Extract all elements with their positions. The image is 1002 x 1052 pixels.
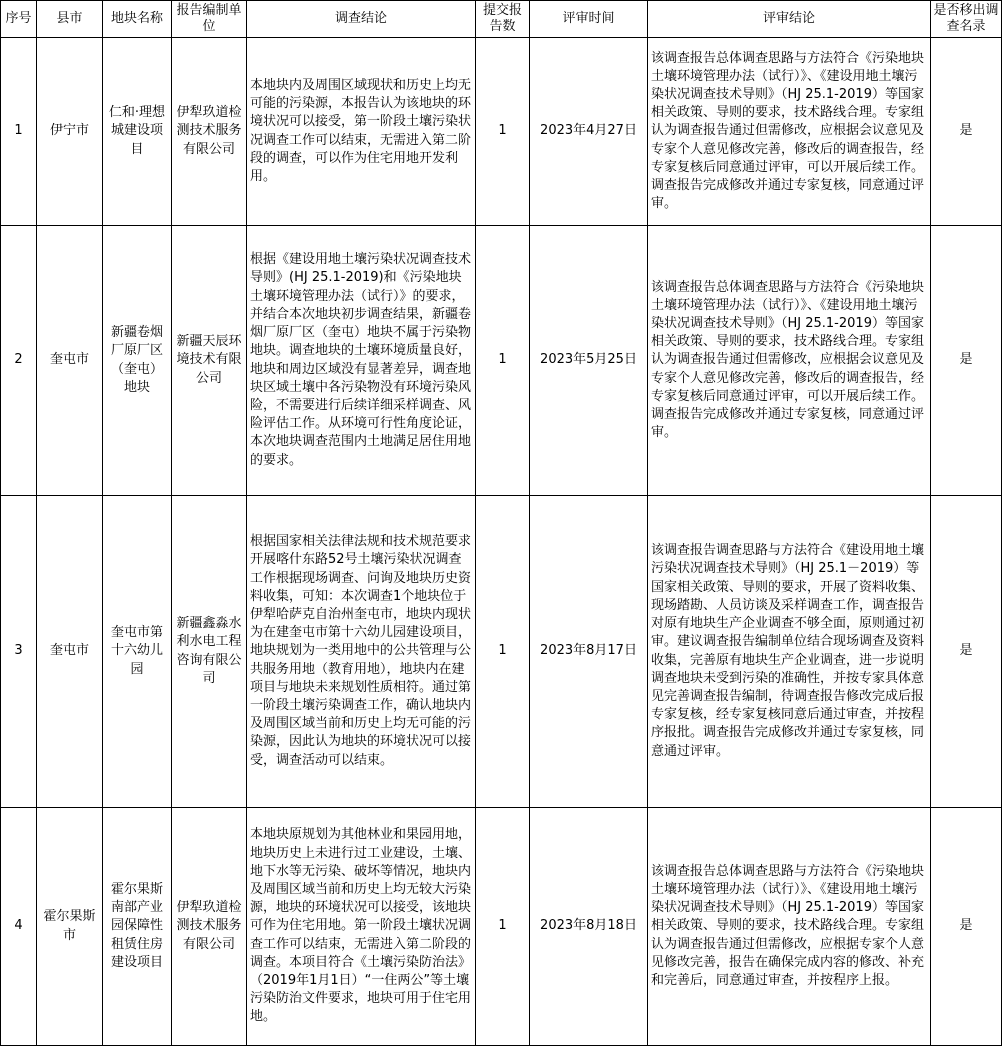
cell-conclusion: 根据《建设用地土壤污染状况调查技术导则》(HJ 25.1-2019)和《污染地块土壤环境管理办法（试行）》的要求，并结合本次地块初步调查结果，新疆卷烟厂原厂区（奎屯）地块不属于污染物地块。调查地块的土壤环境质量良好，地块和周边区域没有显著差异，调查地块区域土壤中各污染物没有环境污染风险，不需要进行后续详细采样调查、风险评估工作。从环境可行性角度论证，本次地块调查范围内土地满足居住用地的要求。 xyxy=(247,226,476,496)
cell-review-date: 2023年4月27日 xyxy=(530,38,648,226)
cell-review-date: 2023年8月18日 xyxy=(530,808,648,1046)
cell-seq: 4 xyxy=(1,808,37,1046)
cell-removed: 是 xyxy=(931,496,1002,808)
header-review-date: 评审时间 xyxy=(530,1,648,38)
cell-conclusion: 本地块内及周围区域现状和历史上均无可能的污染源，本报告认为该地块的环境状况可以接受，第一阶段土壤污染状况调查工作可以结束，无需进入第二阶段的调查，可以作为住宅用地开发利用。 xyxy=(247,38,476,226)
cell-plot-name: 奎屯市第十六幼儿园 xyxy=(103,496,172,808)
header-compiler: 报告编制单位 xyxy=(172,1,247,38)
cell-removed: 是 xyxy=(931,808,1002,1046)
cell-submissions: 1 xyxy=(476,496,530,808)
cell-compiler: 伊犁玖道检测技术服务有限公司 xyxy=(172,38,247,226)
cell-removed: 是 xyxy=(931,38,1002,226)
cell-seq: 3 xyxy=(1,496,37,808)
cell-removed: 是 xyxy=(931,226,1002,496)
cell-submissions: 1 xyxy=(476,38,530,226)
header-county: 县市 xyxy=(37,1,103,38)
header-row xyxy=(1,1,1002,38)
header-seq: 序号 xyxy=(1,1,37,38)
header-conclusion: 调查结论 xyxy=(247,1,476,38)
cell-review-conclusion: 该调查报告调查思路与方法符合《建设用地土壤污染状况调查技术导则》（HJ 25.1－2019）等国家相关政策、导则的要求，开展了资料收集、现场踏勘、人员访谈及采样调查工作，调查报告对原有地块生产企业调查不够全面，原则通过初审。建议调查报告编制单位结合现场调查及资料收集，完善原有地块生产企业调查，进一步说明调查地块未受到污染的准确性，并按专家具体意见完善调查报告编制，待调查报告修改完成后报专家复核，经专家复核同意后通过审查，并按程序报批。调查报告完成修改并通过专家复核，同意通过评审。 xyxy=(648,496,931,808)
header-removed: 是否移出调查名录 xyxy=(931,1,1002,38)
cell-review-conclusion: 该调查报告总体调查思路与方法符合《污染地块土壤环境管理办法（试行）》、《建设用地土壤污染状况调查技术导则》（HJ 25.1-2019）等国家相关政策、导则的要求，技术路线合理。专家组认为调查报告通过但需修改，应根据会议意见及专家个人意见修改完善，修改后的调查报告，经专家复核后同意通过评审，可以开展后续工作。调查报告完成修改并通过专家复核，同意通过评审。 xyxy=(648,38,931,226)
cell-seq: 1 xyxy=(1,38,37,226)
table-row xyxy=(1,496,1002,808)
cell-compiler: 伊犁玖道检测技术服务有限公司 xyxy=(172,808,247,1046)
table-row xyxy=(1,226,1002,496)
cell-compiler: 新疆鑫淼水利水电工程咨询有限公司 xyxy=(172,496,247,808)
cell-county: 霍尔果斯市 xyxy=(37,808,103,1046)
cell-review-date: 2023年5月25日 xyxy=(530,226,648,496)
header-review-conclusion: 评审结论 xyxy=(648,1,931,38)
cell-county: 奎屯市 xyxy=(37,496,103,808)
cell-county: 奎屯市 xyxy=(37,226,103,496)
header-plot-name: 地块名称 xyxy=(103,1,172,38)
cell-conclusion: 根据国家相关法律法规和技术规范要求开展喀什东路52号土壤污染状况调查工作根据现场调查、问询及地块历史资料收集，可知：本次调查1个地块位于伊犁哈萨克自治州奎屯市，地块内现状为在建奎屯市第十六幼儿园建设项目，地块规划为一类用地中的公共管理与公共服务用地（教育用地），地块内在建项目与地块未来规划性质相符。通过第一阶段土壤污染调查工作，确认地块内及周围区域当前和历史上均无可能的污染源，因此认为地块的环境状况可以接受，调查活动可以结束。 xyxy=(247,496,476,808)
cell-plot-name: 新疆卷烟厂原厂区（奎屯）地块 xyxy=(103,226,172,496)
cell-review-conclusion: 该调查报告总体调查思路与方法符合《污染地块土壤环境管理办法（试行）》、《建设用地土壤污染状况调查技术导则》（HJ 25.1-2019）等国家相关政策、导则的要求，技术路线合理。专家组认为调查报告通过但需修改，应根据会议意见及专家个人意见修改完善，修改后的调查报告，经专家复核后同意通过评审，可以开展后续工作。调查报告完成修改并通过专家复核，同意通过评审。 xyxy=(648,226,931,496)
cell-review-conclusion: 该调查报告总体调查思路与方法符合《污染地块土壤环境管理办法（试行）》、《建设用地土壤污染状况调查技术导则》（HJ 25.1-2019）等国家相关政策、导则的要求，技术路线合理。专家组认为调查报告通过但需修改，应根据专家个人意见修改完善，报告在确保完成内容的修改、补充和完善后，同意通过审查，并按程序上报。 xyxy=(648,808,931,1046)
table-row xyxy=(1,38,1002,226)
cell-plot-name: 仁和·理想城建设项目 xyxy=(103,38,172,226)
cell-county: 伊宁市 xyxy=(37,38,103,226)
header-submissions: 提交报告数 xyxy=(476,1,530,38)
cell-conclusion: 本地块原规划为其他林业和果园用地，地块历史上未进行过工业建设，土壤、地下水等无污染、破坏等情况，地块内及周围区域当前和历史上均无较大污染源，地块的环境状况可以接受，该地块可作为住宅用地。第一阶段土壤状况调查工作可以结束，无需进入第二阶段的调查。本项目符合《土壤污染防治法》（2019年1月1日）“一住两公”等土壤污染防治文件要求，地块可用于住宅用地。 xyxy=(247,808,476,1046)
cell-seq: 2 xyxy=(1,226,37,496)
cell-review-date: 2023年8月17日 xyxy=(530,496,648,808)
table-row xyxy=(1,808,1002,1046)
cell-plot-name: 霍尔果斯南部产业园保障性租赁住房建设项目 xyxy=(103,808,172,1046)
cell-submissions: 1 xyxy=(476,808,530,1046)
cell-compiler: 新疆天辰环境技术有限公司 xyxy=(172,226,247,496)
cell-submissions: 1 xyxy=(476,226,530,496)
